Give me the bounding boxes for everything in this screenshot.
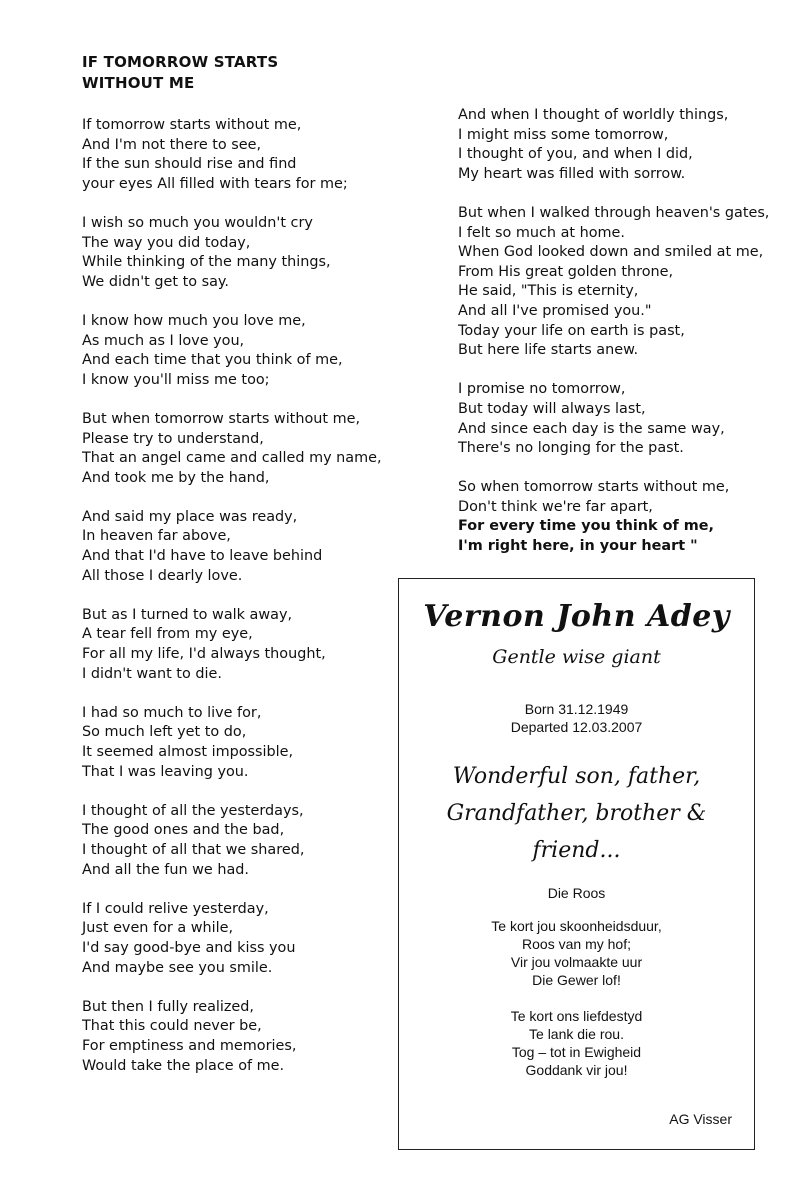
poem-line: And each time that you think of me,	[82, 352, 343, 369]
poem-line: It seemed almost impossible,	[82, 744, 294, 760]
memorial-card	[398, 578, 755, 1150]
memorial-tagline: Gentle wise giant	[492, 646, 661, 668]
poem-line: Please try to understand,	[82, 430, 264, 447]
afrikaans-line: Tog – tot in Ewigheid	[511, 1044, 642, 1060]
poem-title-line: WITHOUT ME	[82, 74, 195, 92]
afrikaans-line: Roos van my hof;	[522, 936, 631, 952]
poem-title-line: IF TOMORROW STARTS	[82, 53, 279, 71]
poem-stanza-final	[458, 478, 788, 556]
poem-line: And all I've promised you."	[458, 302, 652, 319]
poem-line: From His great golden throne,	[458, 263, 674, 280]
poem-line: And all the fun we had.	[82, 861, 249, 878]
poem-line: I know you'll miss me too;	[82, 371, 270, 388]
afrikaans-poem-title: Die Roos	[547, 885, 606, 901]
poem-stanza	[82, 508, 412, 586]
poem-line: While thinking of the many things,	[82, 254, 331, 271]
poem-left-column	[82, 116, 412, 1096]
poem-line: And that I'd have to leave behind	[82, 548, 323, 565]
memorial-tribute	[399, 758, 754, 869]
death-date: Departed 12.03.2007	[510, 719, 643, 735]
afrikaans-line: Goddank vir jou!	[525, 1062, 628, 1078]
poem-stanza	[458, 204, 788, 361]
afrikaans-line: Vir jou volmaakte uur	[510, 954, 643, 970]
poem-line: If tomorrow starts without me,	[82, 117, 302, 133]
poem-author: AG Visser	[669, 1111, 732, 1127]
birth-date: Born 31.12.1949	[524, 701, 629, 717]
tribute-line: Grandfather, brother &	[446, 801, 707, 826]
poem-stanza	[82, 606, 412, 684]
afrikaans-stanza	[399, 917, 754, 989]
afrikaans-line: Te kort ons liefdestyd	[510, 1008, 643, 1024]
poem-line: So when tomorrow starts without me,	[458, 479, 730, 496]
poem-stanza	[458, 106, 788, 184]
poem-line: Would take the place of me.	[82, 1057, 285, 1074]
poem-line: But here life starts anew.	[458, 342, 639, 359]
poem-line: But today will always last,	[458, 400, 646, 417]
poem-right-column	[458, 106, 788, 576]
tribute-line: Wonderful son, father,	[452, 764, 701, 789]
poem-line-bold: I'm right here, in your heart "	[458, 538, 698, 555]
poem-line: So much left yet to do,	[82, 724, 247, 741]
poem-line: When God looked down and smiled at me,	[458, 244, 764, 261]
afrikaans-stanza	[399, 1007, 754, 1079]
poem-line: In heaven far above,	[82, 528, 231, 545]
afrikaans-line: Die Gewer lof!	[532, 972, 621, 988]
poem-line: We didn't get to say.	[82, 273, 229, 290]
poem-title	[82, 52, 278, 94]
poem-line: I didn't want to die.	[82, 665, 222, 682]
poem-line: That an angel came and called my name,	[82, 450, 382, 467]
poem-stanza	[82, 704, 412, 782]
poem-stanza	[82, 116, 412, 194]
poem-line: But as I turned to walk away,	[82, 606, 293, 623]
poem-line: As much as I love you,	[82, 332, 245, 349]
poem-line-bold: For every time you think of me,	[458, 518, 714, 535]
poem-line: I promise no tomorrow,	[458, 381, 626, 398]
poem-stanza	[82, 900, 412, 978]
poem-line: A tear fell from my eye,	[82, 626, 253, 643]
poem-line: All those I dearly love.	[82, 567, 243, 584]
memorial-dates	[399, 700, 754, 736]
poem-stanza	[82, 410, 412, 488]
poem-line: Don't think we're far apart,	[458, 498, 653, 515]
poem-line: If the sun should rise and find	[82, 156, 297, 173]
poem-line: I know how much you love me,	[82, 312, 306, 329]
poem-line: Today your life on earth is past,	[458, 322, 685, 339]
poem-line: And when I thought of worldly things,	[458, 107, 729, 123]
poem-line: There's no longing for the past.	[458, 440, 684, 457]
poem-line: The way you did today,	[82, 234, 251, 251]
poem-line: That this could never be,	[82, 1018, 262, 1035]
poem-line: But then I fully realized,	[82, 998, 254, 1015]
poem-line: And I'm not there to see,	[82, 136, 262, 153]
afrikaans-poem	[399, 917, 754, 1079]
poem-line: I thought of you, and when I did,	[458, 146, 693, 163]
poem-line: And since each day is the same way,	[458, 420, 725, 437]
poem-line: But when I walked through heaven's gates,	[458, 204, 770, 221]
poem-line: But when tomorrow starts without me,	[82, 410, 361, 427]
poem-stanza	[458, 380, 788, 458]
poem-line: And said my place was ready,	[82, 508, 298, 525]
poem-line: And maybe see you smile.	[82, 959, 273, 976]
poem-stanza	[82, 214, 412, 292]
poem-line: For emptiness and memories,	[82, 1037, 297, 1054]
poem-line: I'd say good-bye and kiss you	[82, 939, 296, 956]
poem-line: I thought of all the yesterdays,	[82, 802, 304, 819]
poem-line: I wish so much you wouldn't cry	[82, 214, 313, 231]
poem-line: He said, "This is eternity,	[458, 283, 639, 300]
poem-line: I felt so much at home.	[458, 224, 625, 241]
poem-line: And took me by the hand,	[82, 469, 270, 486]
poem-line: I had so much to live for,	[82, 704, 262, 721]
afrikaans-line: Te lank die rou.	[529, 1026, 624, 1042]
poem-line: The good ones and the bad,	[82, 822, 285, 839]
poem-line: I thought of all that we shared,	[82, 841, 305, 858]
poem-stanza	[82, 802, 412, 880]
tribute-line: friend...	[532, 838, 621, 863]
poem-line: your eyes All filled with tears for me;	[82, 175, 348, 192]
poem-line: If I could relive yesterday,	[82, 900, 269, 917]
poem-stanza	[82, 312, 412, 390]
afrikaans-line: Te kort jou skoonheidsduur,	[491, 918, 662, 934]
poem-line: I might miss some tomorrow,	[458, 126, 669, 143]
poem-line: For all my life, I'd always thought,	[82, 646, 326, 663]
poem-line: Just even for a while,	[82, 920, 234, 937]
poem-line: That I was leaving you.	[82, 763, 249, 780]
poem-line: My heart was filled with sorrow.	[458, 165, 686, 182]
poem-stanza	[82, 998, 412, 1076]
deceased-name: Vernon John Adey	[423, 599, 730, 634]
